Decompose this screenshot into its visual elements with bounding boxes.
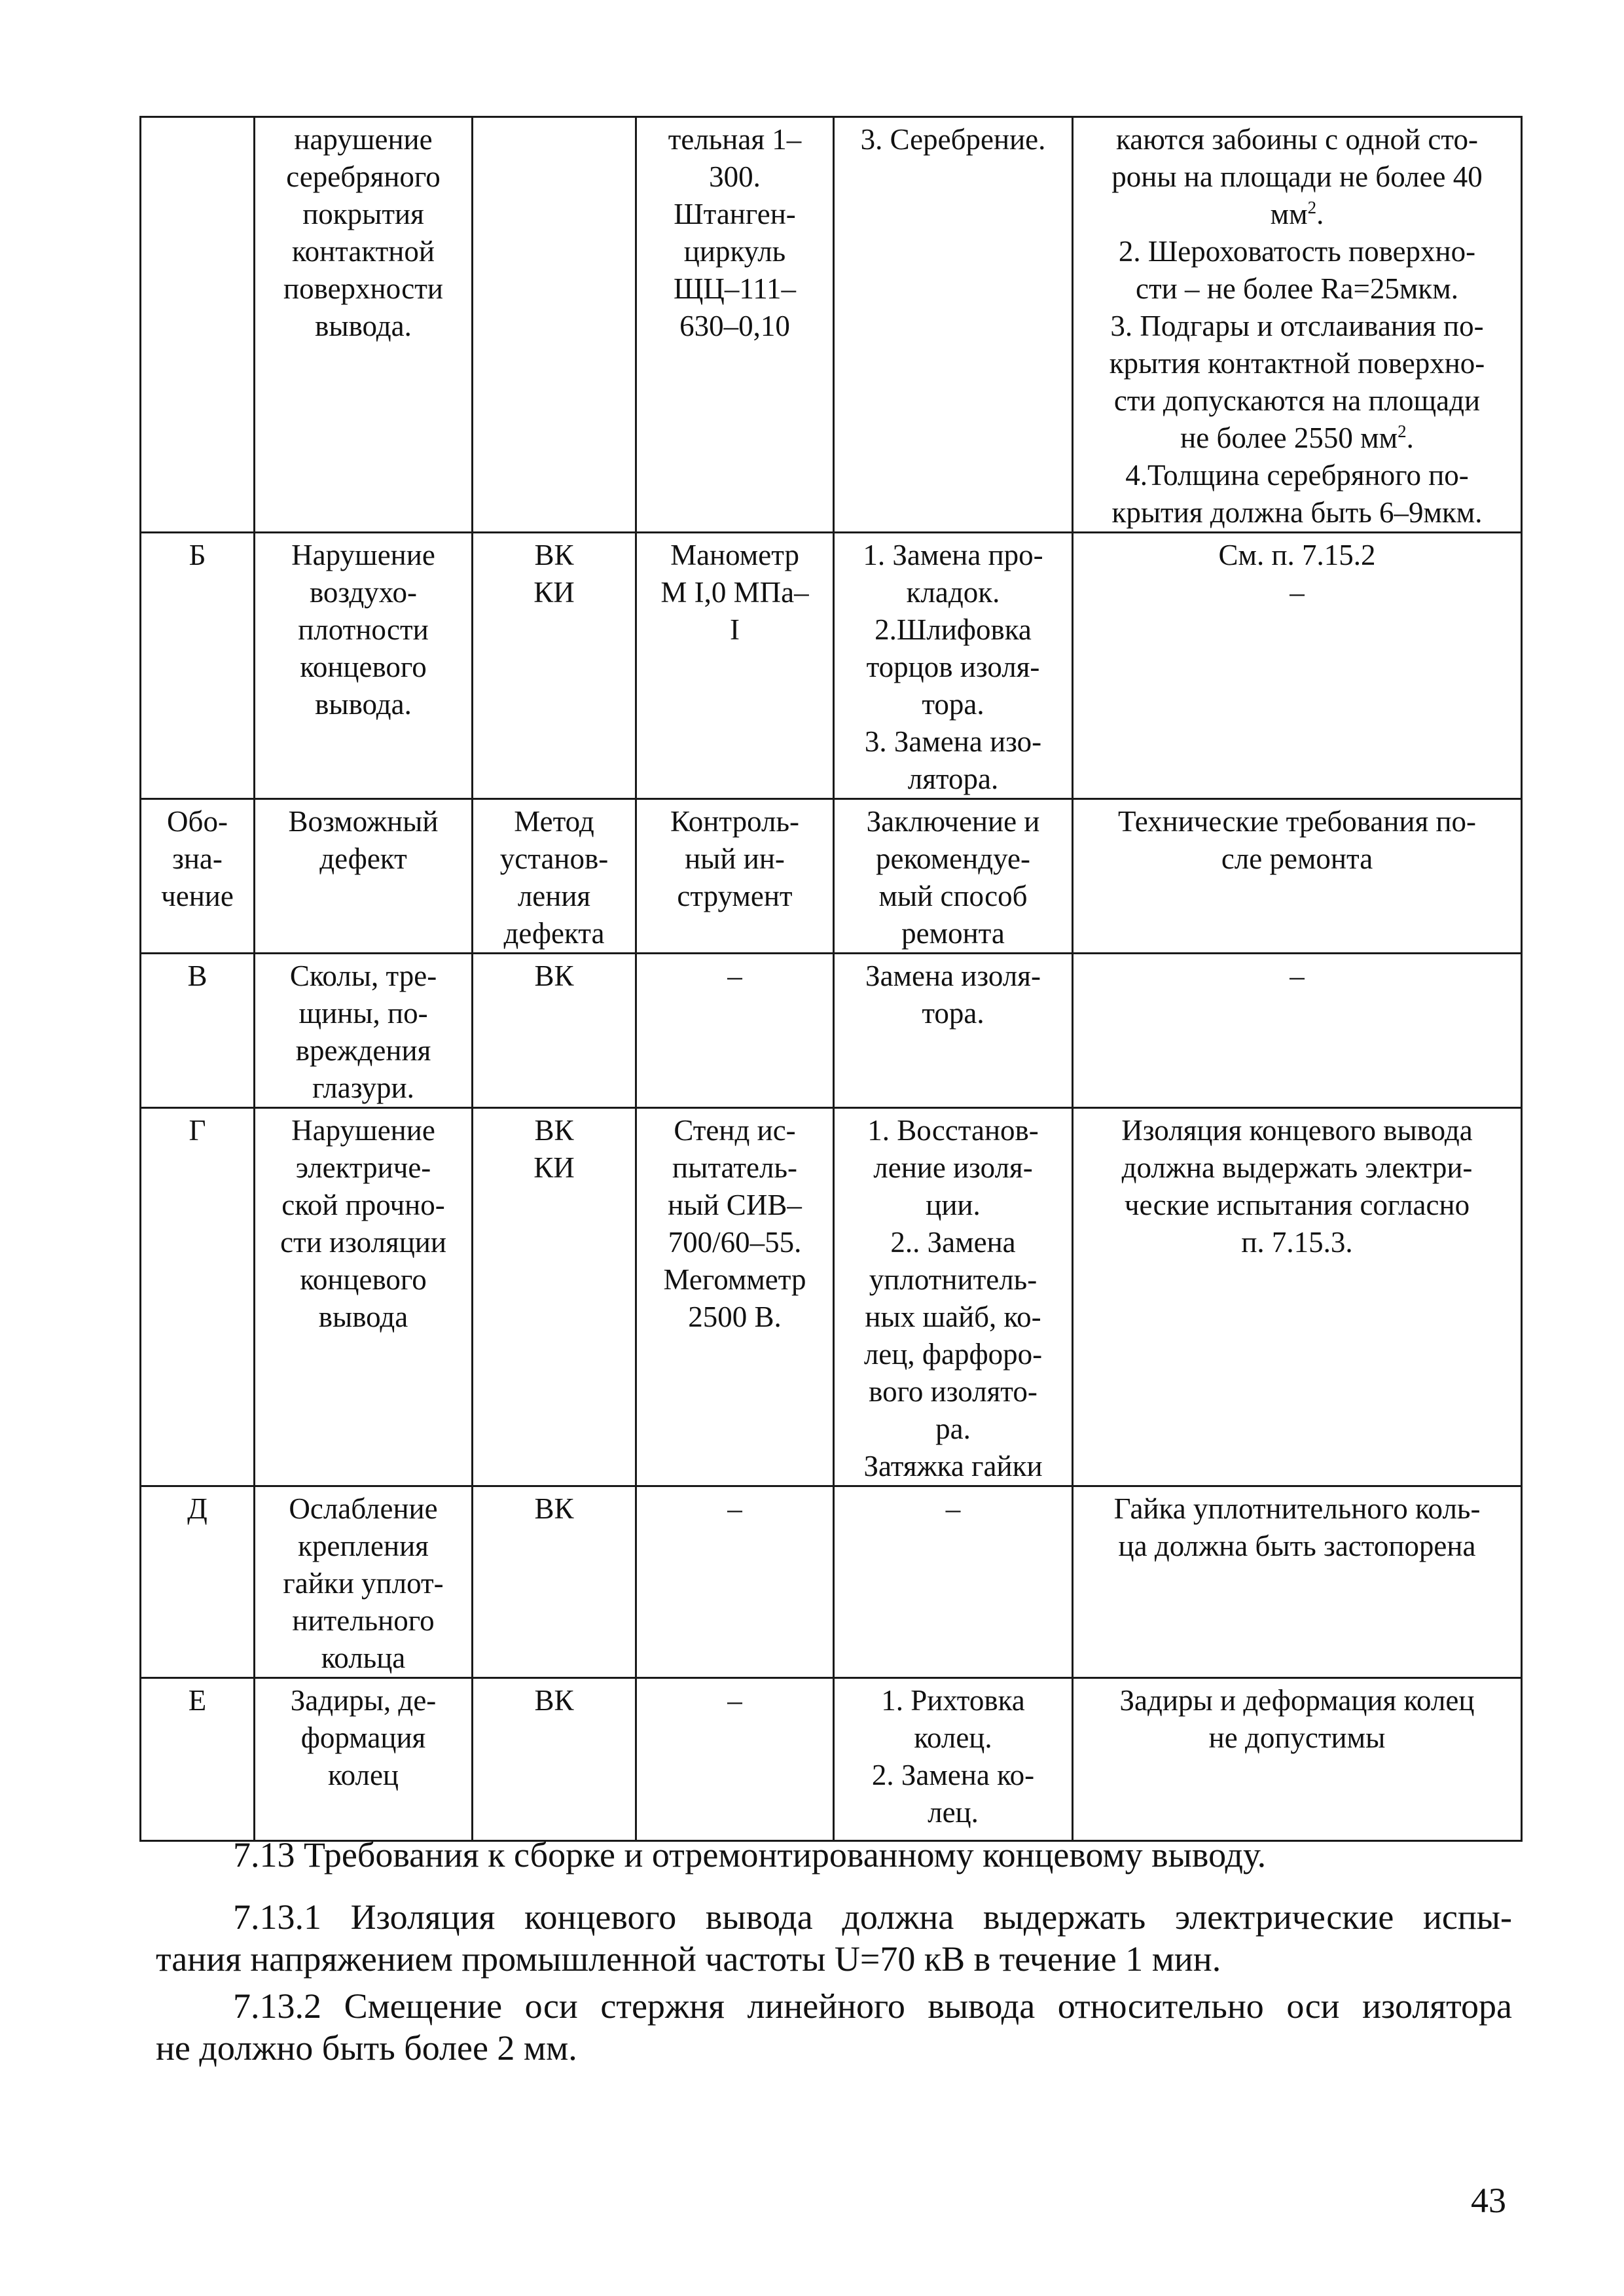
- cell-repair: [834, 117, 1073, 533]
- cell-repair: [834, 1486, 1073, 1678]
- paragraph-7-13-1-line-1: 7.13.1 Изоляция концевого вывода должна выдержать электрические испы-: [233, 1897, 1512, 1937]
- cell-method: [473, 1678, 636, 1841]
- cell-line: ный СИВ–: [668, 1189, 802, 1221]
- cell-line: Г: [189, 1114, 206, 1147]
- cell-line: 2.Шлифовка: [875, 613, 1032, 646]
- cell-line: не допустимы: [1208, 1721, 1386, 1754]
- cell-line: Манометр: [670, 539, 799, 571]
- cell-line: 300.: [709, 160, 761, 193]
- cell-line: $мм^2$.: [1270, 198, 1324, 230]
- cell-requirements: [1073, 1678, 1522, 1841]
- cell-tool: [636, 117, 834, 533]
- cell-line: дефекта: [503, 917, 605, 950]
- cell-line: контактной: [292, 235, 435, 268]
- cell-line: Нарушение: [291, 1114, 435, 1147]
- cell-line: электриче-: [295, 1151, 431, 1184]
- cell-line: Контроль-: [670, 805, 799, 838]
- cell-line: 630–0,10: [679, 310, 790, 342]
- cell-method: [473, 954, 636, 1108]
- cell-line: 3. Замена изо-: [864, 725, 1042, 758]
- defects-table-body: [141, 117, 1522, 1841]
- cell-requirements: [1073, 1108, 1522, 1486]
- cell-line: 2. Шероховатость поверхно-: [1118, 235, 1476, 268]
- cell-repair: [834, 1108, 1073, 1486]
- cell-line: лятора.: [907, 762, 999, 795]
- paragraph-7-13-2: [156, 1985, 1512, 2069]
- cell-line: Затяжка гайки: [863, 1450, 1043, 1482]
- cell-line: Мегомметр: [663, 1263, 806, 1296]
- cell-line: вывода.: [315, 310, 412, 342]
- cell-line: 1. Рихтовка: [881, 1684, 1025, 1717]
- section-heading-text: 7.13 Требования к сборке и отремонтированному концевому выводу.: [233, 1835, 1267, 1874]
- cell-line: ции.: [926, 1189, 981, 1221]
- cell-method: [473, 117, 636, 533]
- cell-tool: [636, 1486, 834, 1678]
- cell-designation: [141, 799, 255, 954]
- cell-line: –: [727, 1492, 742, 1525]
- cell-line: роны на площади не более 40: [1111, 160, 1483, 193]
- cell-line: КИ: [533, 576, 575, 609]
- cell-line: вого изолято-: [869, 1375, 1038, 1408]
- cell-line: –: [727, 960, 742, 992]
- cell-line: В: [187, 960, 208, 992]
- cell-line: ление изоля-: [873, 1151, 1033, 1184]
- cell-line: Задиры и деформация колец: [1119, 1684, 1475, 1717]
- cell-tool: [636, 1108, 834, 1486]
- cell-tool: [636, 533, 834, 799]
- cell-repair: [834, 799, 1073, 954]
- cell-defect: [255, 533, 473, 799]
- section-heading: [156, 1834, 1512, 1876]
- cell-line: крытия контактной поверхно-: [1109, 347, 1485, 380]
- cell-line: Б: [189, 539, 206, 571]
- table-row: [141, 117, 1522, 533]
- cell-line: Стенд ис-: [674, 1114, 796, 1147]
- cell-line: лец, фарфоро-: [863, 1338, 1043, 1371]
- cell-designation: [141, 1108, 255, 1486]
- cell-line: концевого: [300, 1263, 427, 1296]
- cell-line: Штанген-: [674, 198, 796, 230]
- paragraph-7-13-2-line-2: не должно быть более 2 мм.: [156, 2028, 577, 2068]
- cell-line: вывода: [318, 1300, 408, 1333]
- cell-line: формация: [300, 1721, 426, 1754]
- paragraph-7-13-2-line-1: 7.13.2 Смещение оси стержня линейного вывода относительно оси изолятора: [233, 1986, 1512, 2026]
- cell-requirements: [1073, 799, 1522, 954]
- cell-line: должна выдержать электри-: [1121, 1151, 1473, 1184]
- table-row: [141, 1678, 1522, 1841]
- cell-line: тора.: [922, 997, 984, 1030]
- cell-line: 3. Серебрение.: [860, 123, 1046, 156]
- cell-line: 2. Замена ко-: [871, 1759, 1035, 1791]
- cell-line: щины, по-: [298, 997, 428, 1030]
- cell-designation: [141, 533, 255, 799]
- paragraph-7-13-1-line-2: тания напряжением промышленной частоты U=70 кВ в течение 1 мин.: [156, 1939, 1221, 1979]
- cell-line: нительного: [292, 1604, 435, 1637]
- cell-line: ВК: [534, 1114, 574, 1147]
- cell-line: поверхности: [283, 272, 443, 305]
- cell-tool: [636, 799, 834, 954]
- cell-line: крытия должна быть 6–9мкм.: [1111, 496, 1483, 529]
- cell-defect: [255, 117, 473, 533]
- cell-line: тора.: [922, 688, 984, 721]
- cell-line: I: [730, 613, 740, 646]
- cell-line: кольца: [321, 1641, 406, 1674]
- cell-line: ных шайб, ко-: [865, 1300, 1041, 1333]
- cell-line: циркуль: [683, 235, 786, 268]
- cell-method: [473, 533, 636, 799]
- cell-line: плотности: [298, 613, 429, 646]
- cell-line: Метод: [514, 805, 594, 838]
- cell-designation: [141, 954, 255, 1108]
- cell-defect: [255, 1678, 473, 1841]
- cell-defect: [255, 799, 473, 954]
- cell-line: покрытия: [302, 198, 424, 230]
- cell-line: Задиры, де-: [290, 1684, 437, 1717]
- cell-line: КИ: [533, 1151, 575, 1184]
- cell-line: ческие испытания согласно: [1124, 1189, 1470, 1221]
- cell-line: крепления: [298, 1530, 429, 1562]
- cell-line: ской прочно-: [281, 1189, 445, 1221]
- cell-line: не более 2550 $мм^2$.: [1180, 422, 1414, 454]
- cell-line: каются забоины с одной сто-: [1116, 123, 1478, 156]
- cell-designation: [141, 117, 255, 533]
- cell-line: ВК: [534, 1684, 574, 1717]
- cell-line: глазури.: [312, 1071, 414, 1104]
- cell-line: ремонта: [901, 917, 1005, 950]
- cell-line: Технические требования по-: [1117, 805, 1477, 838]
- cell-line: Изоляция концевого вывода: [1121, 1114, 1473, 1147]
- cell-line: Ослабление: [289, 1492, 438, 1525]
- cell-line: 1. Замена про-: [863, 539, 1043, 571]
- cell-method: [473, 1108, 636, 1486]
- cell-repair: [834, 533, 1073, 799]
- cell-defect: [255, 1108, 473, 1486]
- cell-defect: [255, 1486, 473, 1678]
- page-number: 43: [1471, 2181, 1506, 2220]
- cell-line: рекомендуе-: [876, 842, 1030, 875]
- cell-line: ВК: [534, 539, 574, 571]
- cell-line: воздухо-: [309, 576, 418, 609]
- cell-defect: [255, 954, 473, 1108]
- paragraph-7-13-1: [156, 1896, 1512, 1980]
- cell-line: нарушение: [294, 123, 433, 156]
- cell-line: уплотнитель-: [869, 1263, 1038, 1296]
- cell-line: установ-: [499, 842, 609, 875]
- cell-line: пытатель-: [672, 1151, 797, 1184]
- cell-line: концевого: [300, 651, 427, 683]
- cell-line: зна-: [172, 842, 223, 875]
- cell-line: ВК: [534, 960, 574, 992]
- cell-line: ВК: [534, 1492, 574, 1525]
- cell-line: Нарушение: [291, 539, 435, 571]
- cell-line: тельная 1–: [668, 123, 802, 156]
- cell-line: Е: [188, 1684, 207, 1717]
- cell-line: –: [727, 1684, 742, 1717]
- cell-line: Заключение и: [866, 805, 1040, 838]
- table-row: [141, 533, 1522, 799]
- cell-line: См. п. 7.15.2: [1218, 539, 1376, 571]
- cell-requirements: [1073, 533, 1522, 799]
- cell-line: лец.: [928, 1796, 979, 1829]
- cell-method: [473, 1486, 636, 1678]
- cell-tool: [636, 954, 834, 1108]
- cell-line: колец: [328, 1759, 399, 1791]
- cell-designation: [141, 1486, 255, 1678]
- cell-line: Возможный: [288, 805, 439, 838]
- cell-line: торцов изоля-: [866, 651, 1040, 683]
- cell-line: Обо-: [167, 805, 228, 838]
- cell-line: –: [945, 1492, 961, 1525]
- cell-line: вреждения: [295, 1034, 431, 1067]
- cell-tool: [636, 1678, 834, 1841]
- table-row: [141, 1486, 1522, 1678]
- cell-line: дефект: [319, 842, 407, 875]
- cell-requirements: [1073, 954, 1522, 1108]
- cell-line: Гайка уплотнительного коль-: [1113, 1492, 1481, 1525]
- cell-line: ный ин-: [685, 842, 785, 875]
- cell-line: струмент: [677, 880, 793, 912]
- cell-designation: [141, 1678, 255, 1841]
- cell-line: 1. Восстанов-: [867, 1114, 1039, 1147]
- cell-line: мый способ: [878, 880, 1028, 912]
- cell-line: ра.: [935, 1412, 971, 1445]
- cell-method: [473, 799, 636, 954]
- cell-line: –: [1290, 960, 1305, 992]
- cell-line: серебряного: [286, 160, 441, 193]
- cell-line: кладок.: [906, 576, 1000, 609]
- cell-line: ца должна быть застопорена: [1118, 1530, 1476, 1562]
- cell-line: ления: [517, 880, 591, 912]
- cell-line: п. 7.15.3.: [1241, 1226, 1353, 1259]
- cell-line: Замена изоля-: [865, 960, 1041, 992]
- table-row: [141, 1108, 1522, 1486]
- cell-line: сти допускаются на площади: [1113, 384, 1481, 417]
- cell-line: –: [1290, 576, 1305, 609]
- cell-line: вывода.: [315, 688, 412, 721]
- cell-line: М I,0 МПа–: [660, 576, 809, 609]
- cell-line: 2.. Замена: [890, 1226, 1016, 1259]
- cell-line: сти изоляции: [280, 1226, 446, 1259]
- cell-line: колец.: [914, 1721, 992, 1754]
- cell-line: ЩЦ–111–: [673, 272, 797, 305]
- cell-line: чение: [161, 880, 234, 912]
- cell-requirements: [1073, 117, 1522, 533]
- cell-line: 2500 В.: [688, 1300, 782, 1333]
- defects-table: [139, 116, 1523, 1842]
- cell-repair: [834, 1678, 1073, 1841]
- cell-line: сти – не более Ra=25мкм.: [1136, 272, 1458, 305]
- cell-line: 4.Толщина серебряного по-: [1125, 459, 1469, 492]
- cell-line: Сколы, тре-: [289, 960, 437, 992]
- cell-line: гайки уплот-: [283, 1567, 444, 1600]
- cell-line: 3. Подгары и отслаивания по-: [1110, 310, 1484, 342]
- cell-requirements: [1073, 1486, 1522, 1678]
- cell-line: 700/60–55.: [668, 1226, 802, 1259]
- cell-line: сле ремонта: [1221, 842, 1373, 875]
- cell-line: Д: [187, 1492, 208, 1525]
- table-header-row: [141, 799, 1522, 954]
- table-row: [141, 954, 1522, 1108]
- cell-repair: [834, 954, 1073, 1108]
